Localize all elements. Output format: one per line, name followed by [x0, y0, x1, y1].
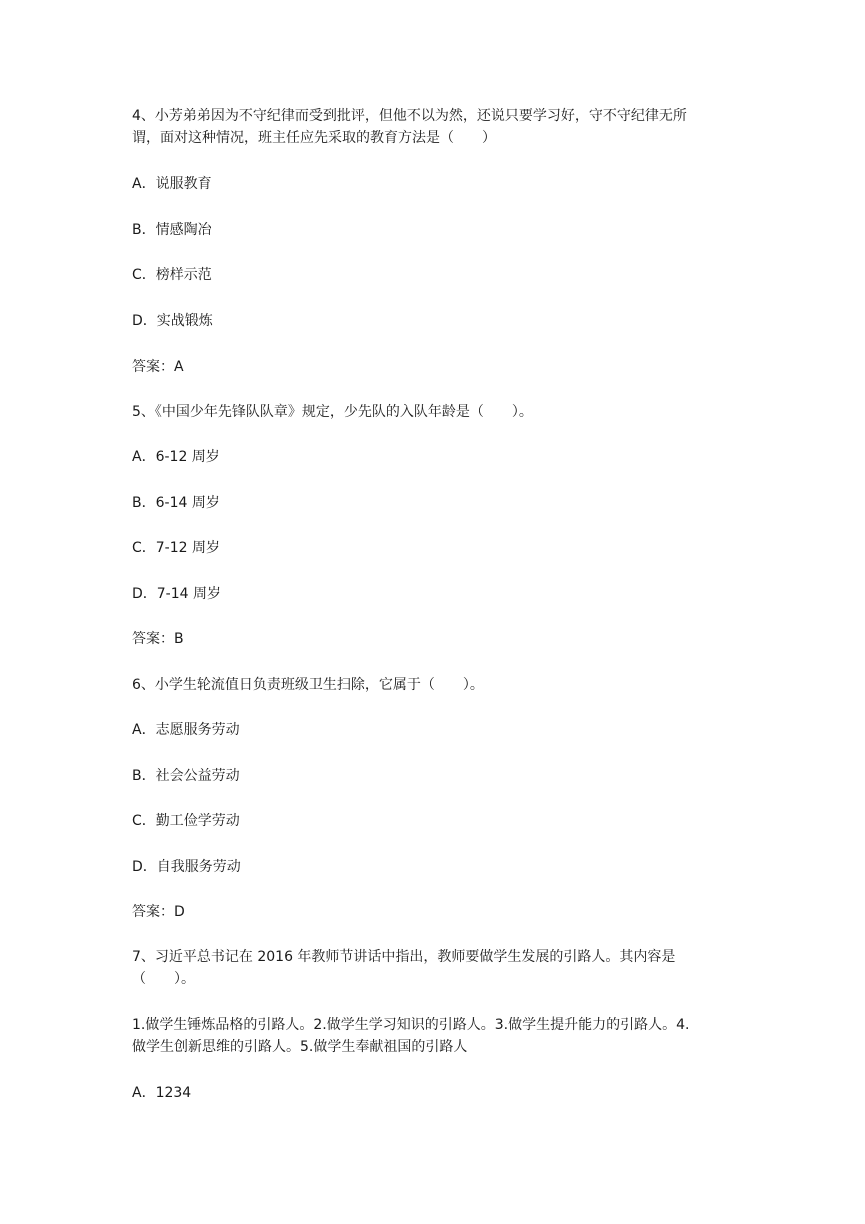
question-5-option-a: A．6-12 周岁	[132, 449, 220, 465]
question-6-stem: 6、小学生轮流值日负责班级卫生扫除，它属于（ ）。	[132, 677, 484, 693]
question-7-statements-line-2: 做学生创新思维的引路人。5.做学生奉献祖国的引路人	[132, 1039, 468, 1055]
question-4-stem-line-1: 4、小芳弟弟因为不守纪律而受到批评，但他不以为然，还说只要学习好，守不守纪律无所	[132, 108, 687, 124]
question-5-answer: 答案：B	[132, 631, 184, 647]
question-4-option-d: D．实战锻炼	[132, 313, 213, 329]
question-6-option-b: B．社会公益劳动	[132, 768, 240, 784]
question-7-stem-line-2: （ ）。	[132, 971, 195, 987]
question-5-option-d: D．7-14 周岁	[132, 586, 222, 602]
question-5-option-c: C．7-12 周岁	[132, 540, 220, 556]
question-7-statements-line-1: 1.做学生锤炼品格的引路人。2.做学生学习知识的引路人。3.做学生提升能力的引路人。4.	[132, 1017, 690, 1033]
question-4-option-b: B．情感陶冶	[132, 222, 212, 238]
question-4-option-a: A．说服教育	[132, 176, 212, 192]
question-5-option-b: B．6-14 周岁	[132, 495, 220, 511]
question-4-stem-line-2: 谓，面对这种情况，班主任应先采取的教育方法是（ ）	[132, 130, 496, 146]
question-7-option-a: A．1234	[132, 1085, 192, 1101]
question-6-option-c: C．勤工俭学劳动	[132, 813, 240, 829]
question-7-stem-line-1: 7、习近平总书记在 2016 年教师节讲话中指出，教师要做学生发展的引路人。其内容是	[132, 949, 676, 965]
question-6-option-a: A．志愿服务劳动	[132, 722, 240, 738]
question-5-stem: 5、《中国少年先锋队队章》规定，少先队的入队年龄是（ ）。	[132, 404, 533, 420]
question-4-answer: 答案：A	[132, 359, 184, 375]
question-6-answer: 答案：D	[132, 904, 185, 920]
question-6-option-d: D．自我服务劳动	[132, 859, 241, 875]
question-4-option-c: C．榜样示范	[132, 267, 212, 283]
